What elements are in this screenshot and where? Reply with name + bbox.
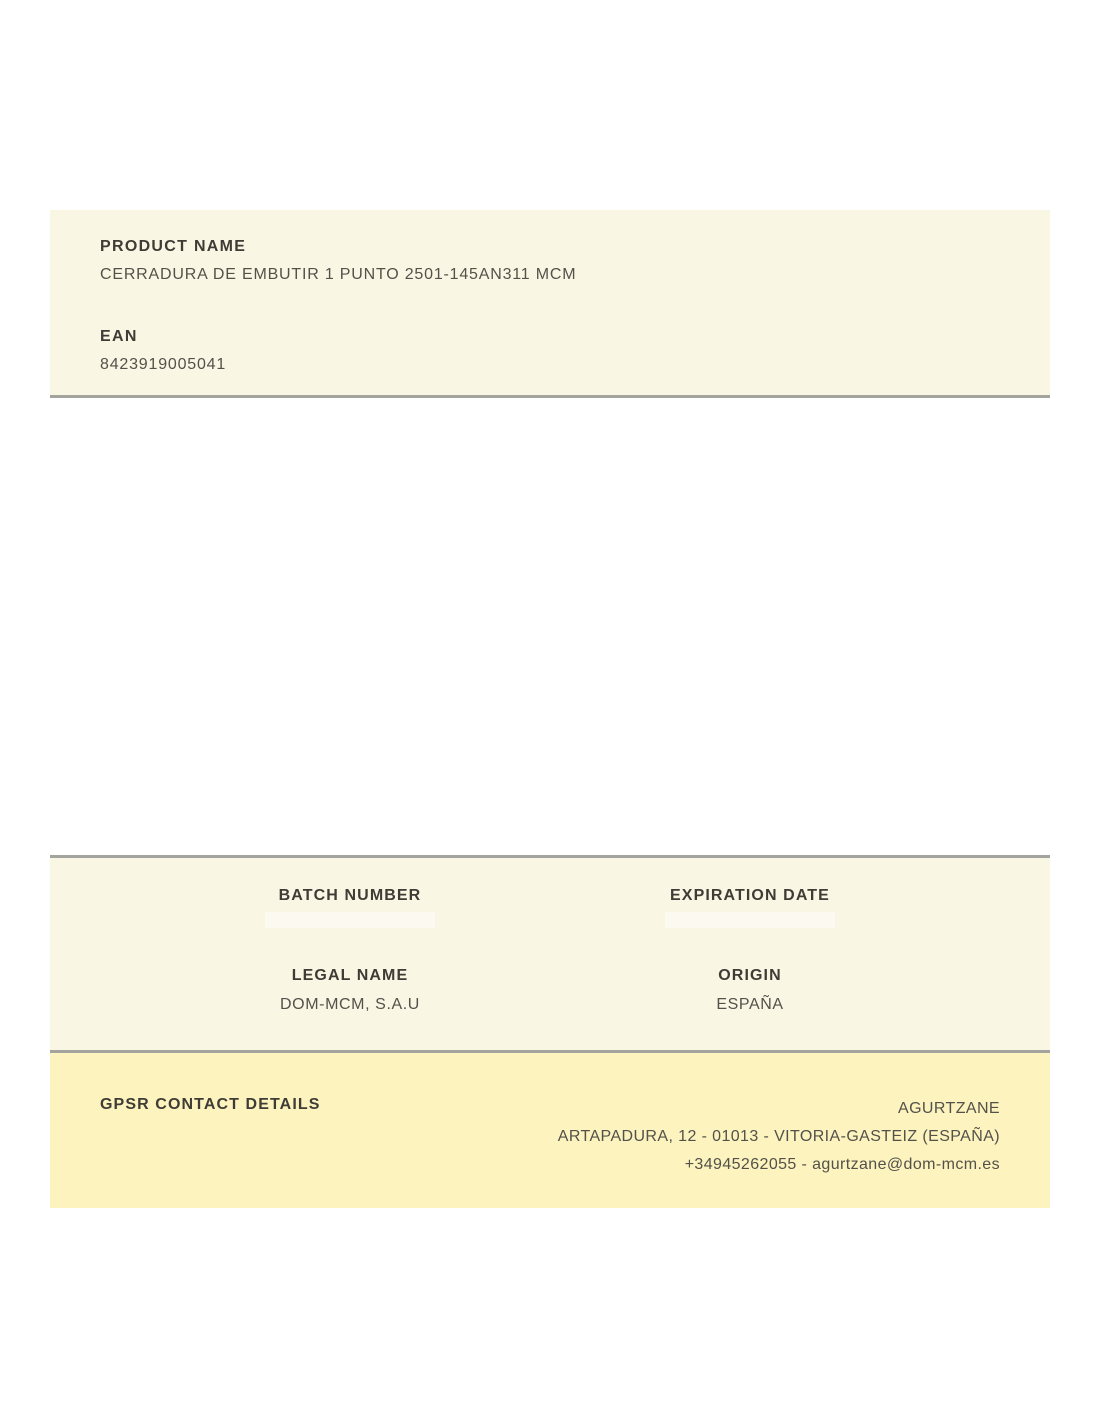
product-section [50,210,1050,398]
expiration-date-cell [550,886,950,928]
batch-number-label: BATCH NUMBER [278,887,422,904]
origin-value: ESPAÑA [716,996,784,1013]
gpsr-contact-phone-email: +34945262055 - agurtzane@dom-mcm.es [684,1156,1000,1173]
batch-number-cell [150,886,550,928]
details-row-legal-origin [150,966,950,1016]
ean-value: 8423919005041 [100,356,227,373]
origin-cell [550,966,950,1016]
gpsr-contact-details-label: GPSR CONTACT DETAILS [100,1096,321,1113]
origin-label: ORIGIN [718,967,782,984]
batch-number-value [265,912,435,928]
gpsr-contact-address: ARTAPADURA, 12 - 01013 - VITORIA-GASTEIZ (ESPAÑA) [557,1128,1000,1145]
ean-label: EAN [100,328,138,345]
product-name-value: CERRADURA DE EMBUTIR 1 PUNTO 2501-145AN311 MCM [100,266,577,283]
details-row-batch-expiration [150,886,950,928]
batch-legal-section [50,855,1050,1053]
product-name-label: PRODUCT NAME [100,238,247,255]
gpsr-contact-name: AGURTZANE [898,1100,1000,1117]
expiration-date-label: EXPIRATION DATE [670,887,830,904]
ean-field [100,326,1000,376]
gpsr-contact-block [558,1095,1000,1179]
legal-name-cell [150,966,550,1016]
product-name-field [100,236,1000,286]
gpsr-section [50,1053,1050,1208]
legal-name-value: DOM-MCM, S.A.U [280,996,420,1013]
legal-name-label: LEGAL NAME [291,967,409,984]
expiration-date-value [665,912,835,928]
